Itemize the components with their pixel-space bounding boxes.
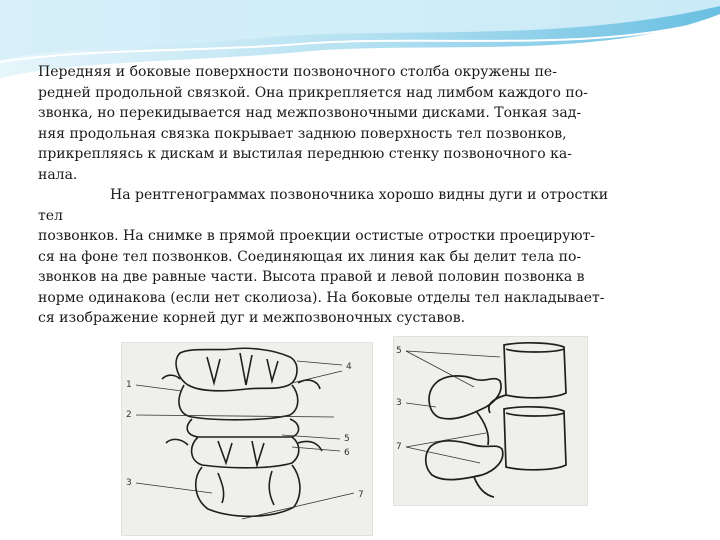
- figure-label: 3: [396, 398, 402, 408]
- text-line: тел: [38, 207, 63, 224]
- lateral-spine-drawing: [394, 337, 587, 505]
- text-line: редней продольной связкой. Она прикрепляется над лимбом каждого по-: [38, 84, 588, 101]
- figure-label: 6: [344, 448, 350, 458]
- figure-label: 5: [344, 434, 350, 444]
- figure-label: 4: [346, 362, 352, 372]
- text-line: няя продольная связка покрывает заднюю поверхность тел позвонков,: [38, 125, 567, 142]
- figure-label: 3: [126, 478, 132, 488]
- frontal-spine-drawing: [122, 343, 372, 535]
- text-line: позвонков. На снимке в прямой проекции остистые отростки проецируют-: [38, 228, 596, 244]
- frontal-xray-diagram: [121, 342, 373, 536]
- figure-label: 7: [358, 490, 364, 500]
- text-line: звонка, но перекидывается над межпозвоночными дисками. Тонкая зад-: [38, 105, 582, 121]
- figure-label: 5: [396, 346, 402, 356]
- lateral-xray-diagram: [393, 336, 588, 506]
- text-line: ся на фоне тел позвонков. Соединяющая их линия как бы делит тела по-: [38, 248, 582, 265]
- text-line: ся изображение корней дуг и межпозвоночных суставов.: [38, 310, 466, 326]
- text-line: Передняя и боковые поверхности позвоночного столба окружены пе-: [38, 64, 557, 80]
- figure-label: 7: [396, 442, 402, 452]
- text-line: нала.: [38, 166, 78, 183]
- text-line: норме одинакова (если нет сколиоза). На боковые отделы тел накладывает-: [38, 289, 605, 306]
- text-line: звонков на две равные части. Высота правой и левой половин позвонка в: [38, 269, 585, 285]
- text-line: прикрепляясь к дискам и выстилая переднюю стенку позвоночного ка-: [38, 146, 572, 162]
- figure-label: 2: [126, 410, 132, 420]
- body-text: [38, 62, 670, 329]
- figure-label: 1: [126, 380, 132, 390]
- text-line: На рентгенограммах позвоночника хорошо видны дуги и отростки: [110, 187, 609, 203]
